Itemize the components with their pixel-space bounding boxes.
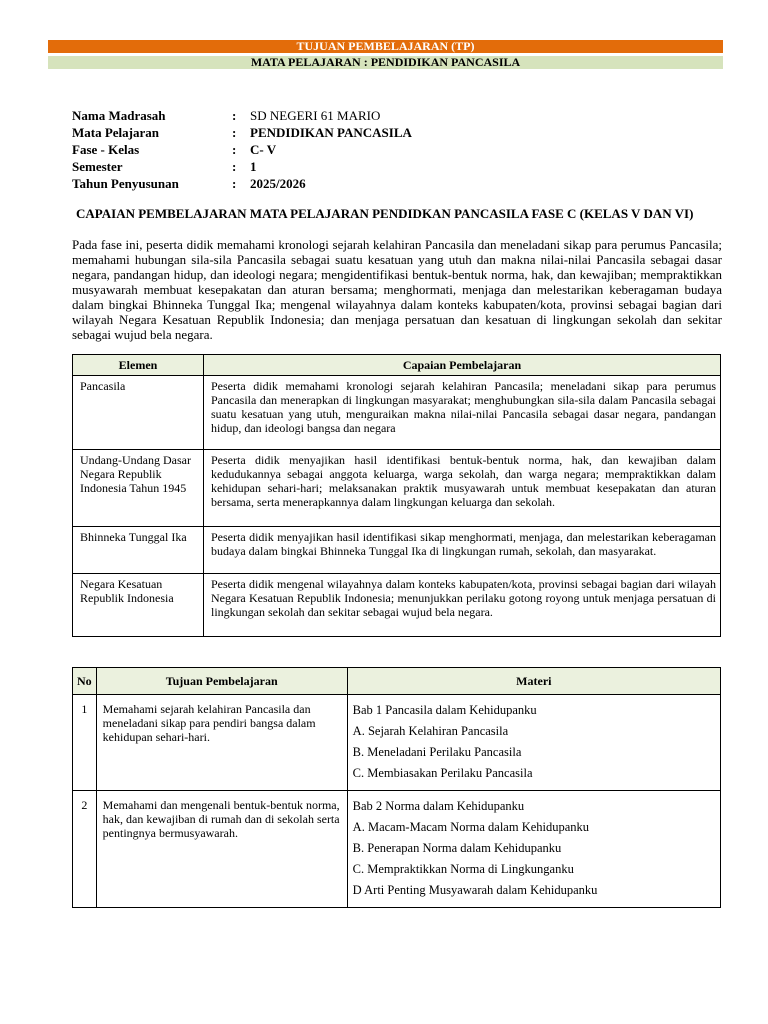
- column-header-tujuan: Tujuan Pembelajaran: [96, 668, 347, 695]
- subject-banner: MATA PELAJARAN : PENDIDIKAN PANCASILA: [48, 56, 723, 69]
- table-header-row: [73, 668, 721, 695]
- info-value: 2025/2026: [250, 176, 306, 191]
- capaian-cell: Peserta didik menyajikan hasil identifikasi bentuk-bentuk norma, hak, dan kewajiban dalam kedudukannya sebagai anggota keluarga, warga sekolah, dan warga negara; mempraktikkan dalam kehidupan sehari-hari; melaksanakan praktik musyawarah untuk membuat kesepakatan dan aturan bersama, serta menerapkannya dalam lingkungan keluarga dan sekolah.: [204, 450, 721, 527]
- capaian-cell: Peserta didik mengenal wilayahnya dalam konteks kabupaten/kota, provinsi sebagai bagian dari wilayah Negara Kesatuan Republik Indonesia; menunjukkan perilaku gotong royong untuk menjaga persatuan di lingkungan sekolah dan sekitar sebagai wujud bela negara.: [204, 574, 721, 637]
- info-colon: :: [232, 159, 237, 174]
- materi-item: A. Sejarah Kelahiran Pancasila: [352, 724, 509, 738]
- elemen-cell: Undang-Undang Dasar Negara Republik Indonesia Tahun 1945: [73, 450, 204, 527]
- table-row: [73, 574, 721, 637]
- capaian-cell: Peserta didik menyajikan hasil identifikasi sikap menghormati, menjaga, dan melestarikan keberagaman budaya dalam bingkai Bhinneka Tunggal Ika di lingkungan rumah, sekolah, dan masyarakat.: [204, 527, 721, 574]
- info-row-fase-kelas: [72, 141, 412, 158]
- materi-cell: [347, 791, 720, 908]
- info-value: PENDIDIKAN PANCASILA: [250, 125, 412, 140]
- column-header-no: No: [73, 668, 97, 695]
- elemen-cell: Bhinneka Tunggal Ika: [73, 527, 204, 574]
- info-value: 1: [250, 159, 257, 174]
- capaian-heading: CAPAIAN PEMBELAJARAN MATA PELAJARAN PENDIDKAN PANCASILA FASE C (KELAS V DAN VI): [76, 206, 694, 221]
- materi-chapter: Bab 2 Norma dalam Kehidupanku: [352, 799, 525, 813]
- tujuan-cell: Memahami sejarah kelahiran Pancasila dan meneladani sikap para pendiri bangsa dalam kehidupan sehari-hari.: [96, 695, 347, 791]
- info-label: Nama Madrasah: [72, 108, 166, 123]
- materi-chapter: Bab 1 Pancasila dalam Kehidupanku: [352, 703, 537, 717]
- school-info-block: [72, 107, 412, 192]
- info-label: Tahun Penyusunan: [72, 176, 179, 191]
- table-row: [73, 695, 721, 791]
- materi-item: C. Mempraktikkan Norma di Lingkunganku: [352, 862, 574, 876]
- info-label: Semester: [72, 159, 123, 174]
- info-colon: :: [232, 176, 237, 191]
- table-row: [73, 527, 721, 574]
- info-label: Mata Pelajaran: [72, 125, 160, 140]
- info-value: C- V: [250, 142, 277, 157]
- info-row-nama-madrasah: [72, 107, 412, 124]
- info-colon: :: [232, 142, 237, 157]
- info-row-mata-pelajaran: [72, 124, 412, 141]
- tujuan-pembelajaran-table: [72, 667, 721, 908]
- info-label: Fase - Kelas: [72, 142, 140, 157]
- table-header-row: [73, 355, 721, 376]
- elemen-cell: Pancasila: [73, 376, 204, 450]
- column-header-capaian: Capaian Pembelajaran: [204, 355, 721, 376]
- info-colon: :: [232, 125, 237, 140]
- materi-item: A. Macam-Macam Norma dalam Kehidupanku: [352, 820, 590, 834]
- document-title-banner: TUJUAN PEMBELAJARAN (TP): [48, 40, 723, 53]
- materi-item: D Arti Penting Musyawarah dalam Kehidupanku: [352, 883, 598, 897]
- materi-cell: [347, 695, 720, 791]
- table-row: [73, 450, 721, 527]
- column-header-materi: Materi: [347, 668, 720, 695]
- info-row-tahun-penyusunan: [72, 175, 412, 192]
- row-number: 2: [73, 791, 97, 908]
- capaian-cell: Peserta didik memahami kronologi sejarah kelahiran Pancasila; meneladani sikap para perumus Pancasila dan menerapkan di lingkungan masyarakat; menghubungkan sila-sila dalam Pancasila sebagai suatu kesatuan yang utuh, menguraikan makna nilai-nilai Pancasila sebagai dasar negara, pandangan hidup, dan ideologi bangsa dan negara: [204, 376, 721, 450]
- elemen-capaian-table: [72, 354, 721, 637]
- capaian-paragraph: Pada fase ini, peserta didik memahami kronologi sejarah kelahiran Pancasila dan meneladani sikap para perumus Pancasila; memahami hubungan sila-sila Pancasila sebagai suatu kesatuan yang utuh dan makna nilai-nilai Pancasila sebagai dasar negara, pandangan hidup, dan ideologi negara; mengidentifikasi bentuk-bentuk norma, hak, dan kewajiban; mempraktikkan musyawarah membuat kesepakatan dan aturan bersama; menghormati, menjaga dan melestarikan keberagaman budaya dalam bingkai Bhinneka Tunggal Ika; mengenal wilayahnya dalam konteks kabupaten/kota, provinsi sebagai bagian dari wilayah Negara Kesatuan Republik Indonesia; dan menjaga persatuan dan kesatuan di lingkungan sekolah dan sekitar sebagai wujud bela negara.: [72, 237, 722, 342]
- info-row-semester: [72, 158, 412, 175]
- info-value: SD NEGERI 61 MARIO: [250, 108, 381, 123]
- row-number: 1: [73, 695, 97, 791]
- materi-item: B. Penerapan Norma dalam Kehidupanku: [352, 841, 562, 855]
- tujuan-cell: Memahami dan mengenali bentuk-bentuk norma, hak, dan kewajiban di rumah dan di sekolah serta pentingnya bermusyawarah.: [96, 791, 347, 908]
- materi-item: B. Meneladani Perilaku Pancasila: [352, 745, 522, 759]
- table-row: [73, 376, 721, 450]
- table-row: [73, 791, 721, 908]
- column-header-elemen: Elemen: [73, 355, 204, 376]
- materi-item: C. Membiasakan Perilaku Pancasila: [352, 766, 533, 780]
- info-colon: :: [232, 108, 237, 123]
- elemen-cell: Negara Kesatuan Republik Indonesia: [73, 574, 204, 637]
